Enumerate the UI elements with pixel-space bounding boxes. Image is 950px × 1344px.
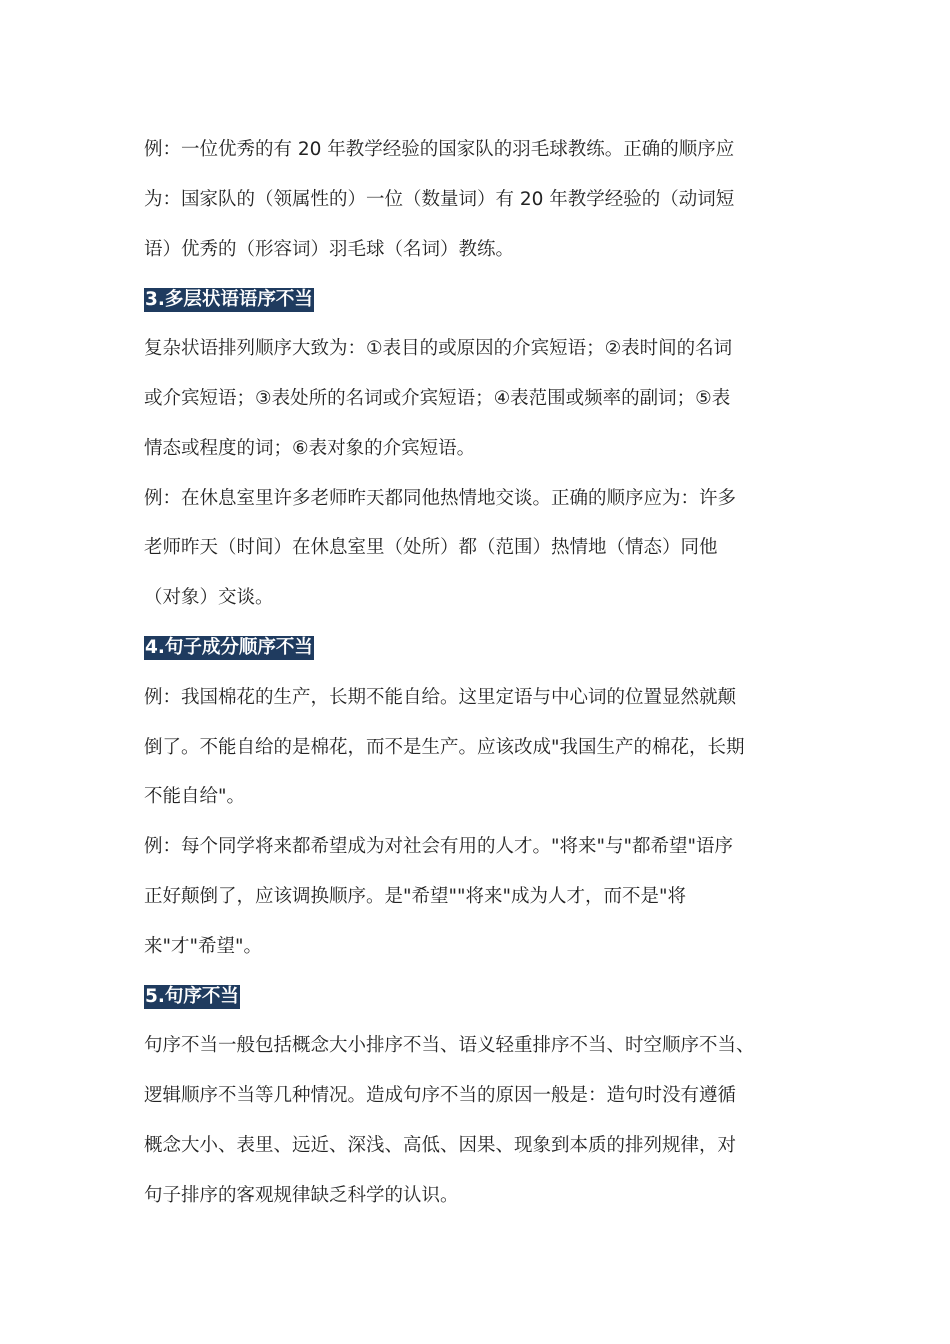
text-line: 概念大小、表里、远近、深浅、高低、因果、现象到本质的排列规律，对: [144, 1134, 737, 1156]
section-heading-3: [144, 274, 824, 324]
section-3-description: [144, 324, 824, 473]
text-line: 句子排序的客观规律缺乏科学的认识。: [144, 1184, 459, 1206]
text-line: 复杂状语排列顺序大致为：①表目的或原因的介宾短语；②表时间的名词: [144, 338, 733, 360]
text-line: （对象）交谈。: [144, 587, 274, 609]
text-line: 语）优秀的（形容词）羽毛球（名词）教练。: [144, 238, 515, 260]
section-heading-label: 5.句序不当: [145, 986, 239, 1008]
text-line: 逻辑顺序不当等几种情况。造成句序不当的原因一般是：造句时没有遵循: [144, 1085, 737, 1107]
text-line: 或介宾短语；③表处所的名词或介宾短语；④表范围或频率的副词；⑤表: [144, 387, 731, 409]
text-line: 例：每个同学将来都希望成为对社会有用的人才。"将来"与"都希望"语序: [144, 836, 734, 858]
text-line: 不能自给"。: [144, 786, 246, 808]
text-line: 句序不当一般包括概念大小排序不当、语义轻重排序不当、时空顺序不当、: [144, 1035, 755, 1057]
text-line: 正好颠倒了，应该调换顺序。是"希望""将来"成为人才，而不是"将: [144, 885, 687, 907]
section-4-example-a: [144, 673, 824, 822]
section-4-example-b: [144, 822, 824, 971]
text-line: 老师昨天（时间）在休息室里（处所）都（范围）热情地（情态）同他: [144, 537, 718, 559]
example-paragraph-1: [144, 125, 824, 274]
text-line: 情态或程度的词；⑥表对象的介宾短语。: [144, 437, 476, 459]
text-line: 为：国家队的（领属性的）一位（数量词）有 20 年教学经验的（动词短: [144, 188, 735, 210]
text-line: 例：在休息室里许多老师昨天都同他热情地交谈。正确的顺序应为：许多: [144, 487, 737, 509]
text-line: 例：我国棉花的生产，长期不能自给。这里定语与中心词的位置显然就颠: [144, 686, 737, 708]
text-line: 例：一位优秀的有 20 年教学经验的国家队的羽毛球教练。正确的顺序应: [144, 139, 735, 160]
section-heading-5: [144, 972, 824, 1022]
section-heading-label: 4.句子成分顺序不当: [145, 637, 313, 659]
section-5-description: [144, 1021, 824, 1220]
section-heading-label: 3.多层状语语序不当: [145, 288, 313, 310]
document-body: [144, 125, 824, 1221]
section-heading-4: [144, 623, 824, 673]
text-line: 来"才"希望"。: [144, 935, 263, 957]
section-3-example: [144, 474, 824, 623]
text-line: 倒了。不能自给的是棉花，而不是生产。应该改成"我国生产的棉花，长期: [144, 736, 745, 758]
